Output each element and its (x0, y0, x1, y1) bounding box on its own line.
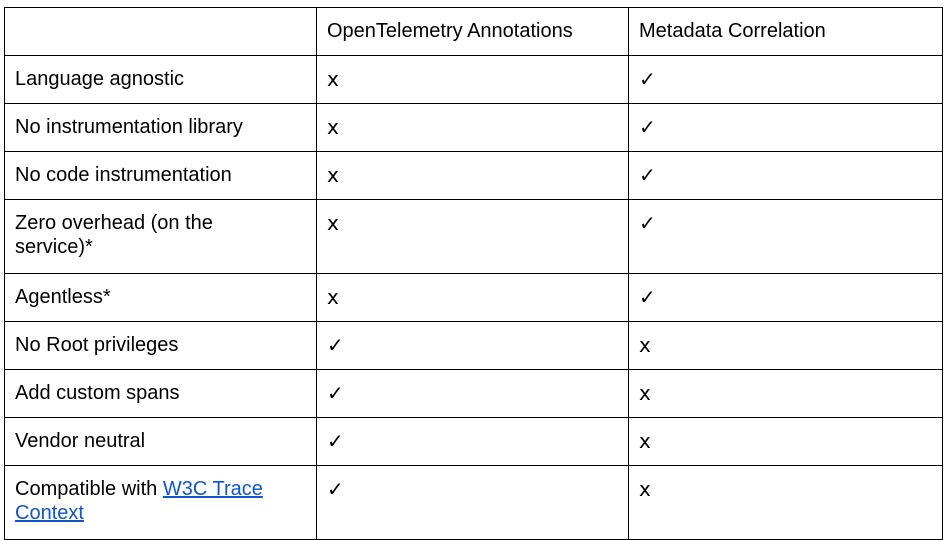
table-row (5, 370, 943, 418)
feature-cell: No Root privileges (5, 322, 317, 370)
feature-cell: Add custom spans (5, 370, 317, 418)
meta-value-cell: ✓ (629, 152, 943, 200)
otel-value-cell: x (317, 152, 629, 200)
meta-value-cell: ✓ (629, 104, 943, 152)
header-feature (5, 8, 317, 56)
header-metadata-correlation: Metadata Correlation (629, 8, 943, 56)
otel-value-cell: ✓ (317, 322, 629, 370)
table-row (5, 466, 943, 540)
comparison-table (4, 7, 943, 540)
table-row (5, 274, 943, 322)
header-row (5, 8, 943, 56)
meta-value-cell: x (629, 418, 943, 466)
feature-cell: Agentless* (5, 274, 317, 322)
feature-cell (5, 466, 317, 540)
feature-cell: Zero overhead (on the service)* (5, 200, 317, 274)
otel-value-cell: x (317, 274, 629, 322)
feature-prefix: Compatible with (15, 478, 163, 500)
feature-cell: Language agnostic (5, 56, 317, 104)
meta-value-cell: ✓ (629, 200, 943, 274)
meta-value-cell: x (629, 370, 943, 418)
meta-value-cell: ✓ (629, 274, 943, 322)
table-row (5, 418, 943, 466)
otel-value-cell: ✓ (317, 370, 629, 418)
header-otel-annotations: OpenTelemetry Annotations (317, 8, 629, 56)
table-row (5, 104, 943, 152)
otel-value-cell: ✓ (317, 418, 629, 466)
table-row (5, 152, 943, 200)
feature-cell: No code instrumentation (5, 152, 317, 200)
table-row (5, 322, 943, 370)
otel-value-cell: ✓ (317, 466, 629, 540)
meta-value-cell: x (629, 466, 943, 540)
otel-value-cell: x (317, 56, 629, 104)
otel-value-cell: x (317, 104, 629, 152)
w3c-trace-context-link[interactable]: W3C Trace Context (15, 478, 263, 524)
table-row (5, 200, 943, 274)
table-row (5, 56, 943, 104)
feature-cell: No instrumentation library (5, 104, 317, 152)
meta-value-cell: x (629, 322, 943, 370)
feature-cell: Vendor neutral (5, 418, 317, 466)
otel-value-cell: x (317, 200, 629, 274)
meta-value-cell: ✓ (629, 56, 943, 104)
